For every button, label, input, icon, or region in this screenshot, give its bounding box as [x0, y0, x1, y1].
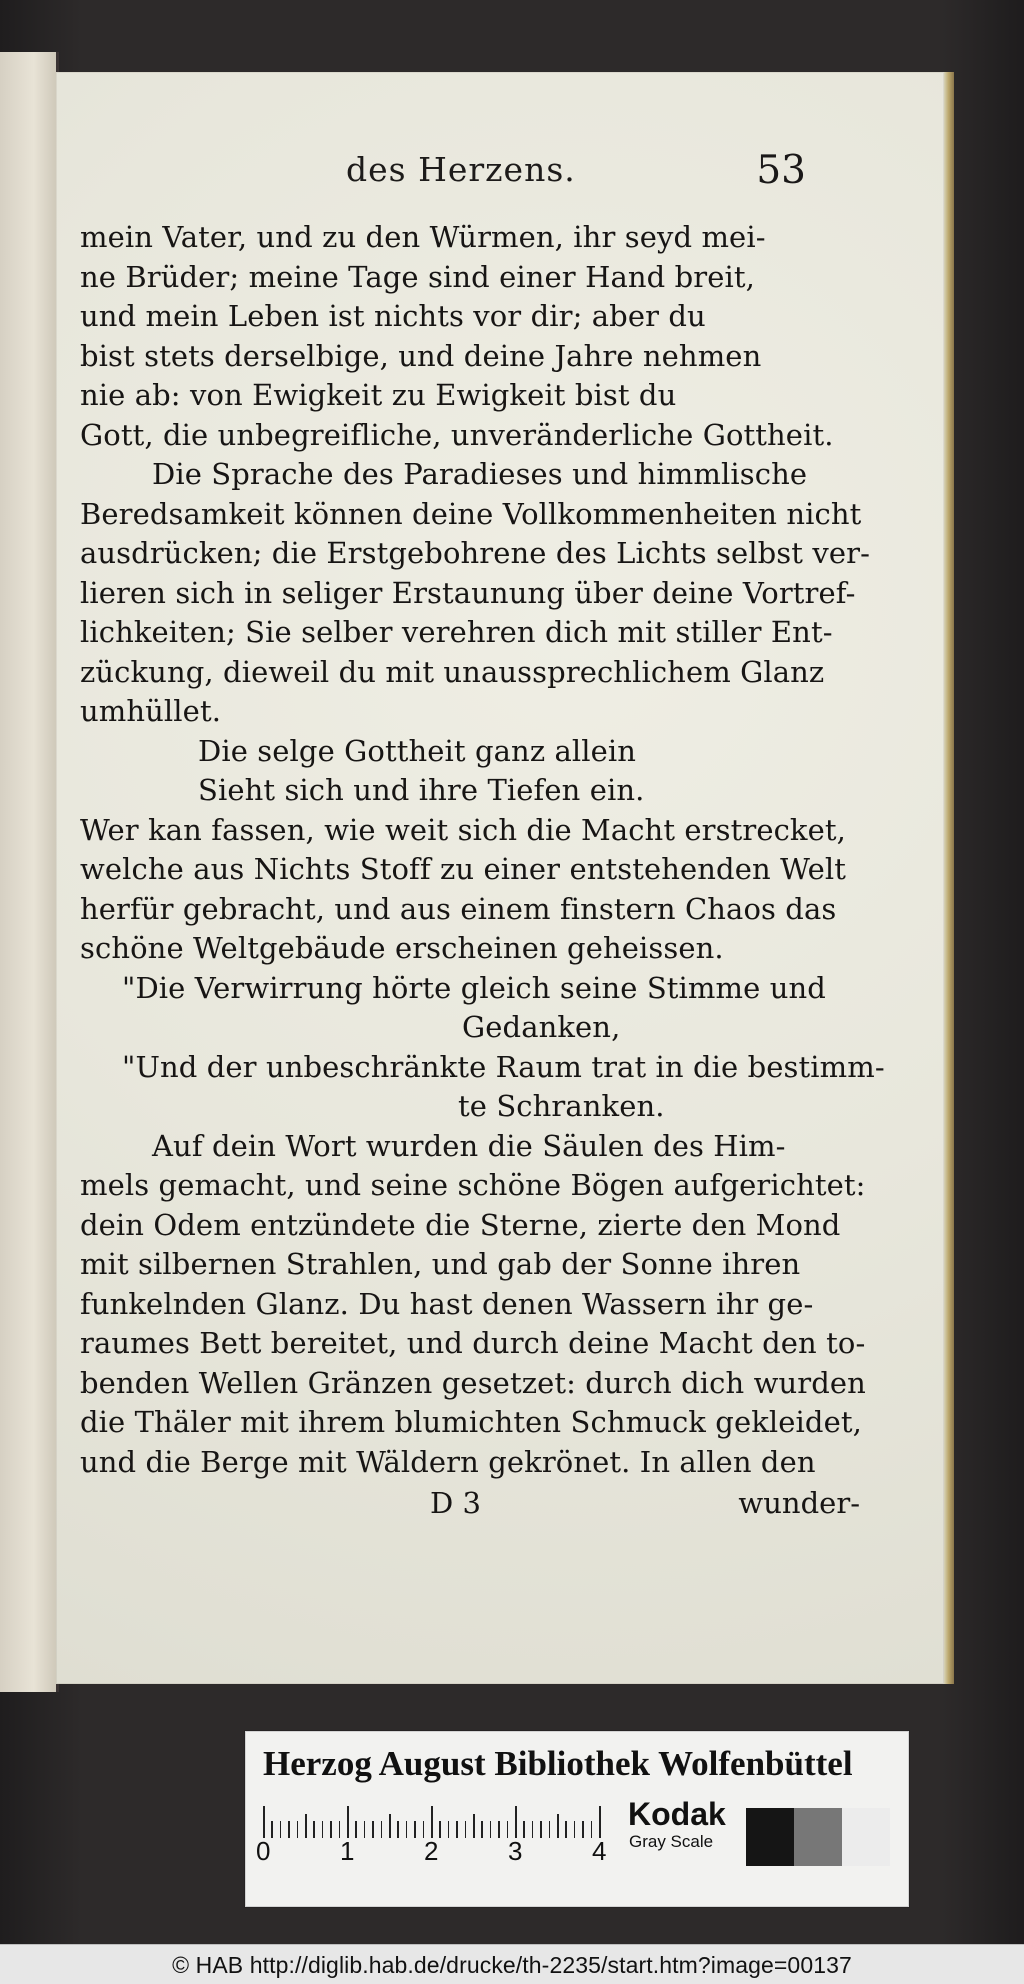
ruler-minor-tick — [465, 1821, 467, 1838]
page-foot — [80, 1486, 860, 1526]
ruler-minor-tick — [439, 1821, 441, 1838]
ruler-minor-tick — [389, 1814, 391, 1838]
ruler-minor-tick — [322, 1821, 324, 1838]
ruler-minor-tick — [372, 1821, 374, 1838]
ruler-minor-tick — [364, 1821, 366, 1838]
signature-mark: D 3 — [430, 1486, 481, 1520]
ruler-minor-tick — [498, 1821, 500, 1838]
ruler-number: 3 — [508, 1836, 523, 1866]
text-line: lichkeiten; Sie selber verehren dich mit stiller Ent- — [80, 615, 833, 649]
source-credit-bar: © HAB http://diglib.hab.de/drucke/th-2235/start.htm?image=00137 — [0, 1944, 1024, 1984]
kodak-brand: Kodak — [628, 1796, 726, 1832]
ruler-minor-tick — [313, 1821, 315, 1838]
ruler-minor-tick — [481, 1821, 483, 1838]
text-line: Gedanken, — [462, 1010, 621, 1044]
text-line: schöne Weltgebäude erscheinen geheissen. — [80, 931, 724, 965]
ruler-minor-tick — [297, 1821, 299, 1838]
ruler-minor-tick — [381, 1821, 383, 1838]
ruler-minor-tick — [549, 1821, 551, 1838]
library-name: Herzog August Bibliothek Wolfenbüttel — [263, 1744, 853, 1783]
ruler-minor-tick — [414, 1821, 416, 1838]
text-line: "Und der unbeschränkte Raum trat in die bestimm- — [122, 1049, 885, 1084]
measurement-ruler — [256, 1795, 618, 1867]
gray-swatch — [842, 1808, 890, 1866]
text-line: mein Vater, und zu den Würmen, ihr seyd mei- — [80, 220, 766, 254]
catchword: wunder- — [738, 1486, 860, 1520]
book-page — [56, 72, 944, 1684]
text-line: dein Odem entzündete die Sterne, zierte den Mond — [80, 1207, 841, 1242]
text-line: lieren sich in seliger Erstaunung über deine Vortref- — [80, 575, 856, 610]
text-line: Gott, die unbegreifliche, unveränderliche Gottheit. — [80, 417, 834, 452]
left-adjacent-page — [0, 52, 59, 1692]
text-line: Die selge Gottheit ganz allein — [198, 733, 637, 768]
ruler-number: 4 — [592, 1836, 607, 1866]
text-line: mit silbernen Strahlen, und gab der Sonne ihren — [80, 1247, 801, 1281]
text-line: mels gemacht, und seine schöne Bögen aufgerichtet: — [80, 1168, 866, 1202]
text-line: umhüllet. — [80, 694, 222, 728]
ruler-major-tick — [263, 1806, 265, 1838]
ruler-minor-tick — [557, 1814, 559, 1838]
ruler-minor-tick — [490, 1821, 492, 1838]
text-line: benden Wellen Gränzen gesetzet: durch dich wurden — [80, 1365, 866, 1400]
ruler-number: 2 — [424, 1836, 439, 1866]
ruler-minor-tick — [565, 1821, 567, 1838]
ruler-minor-tick — [330, 1821, 332, 1838]
text-line: Beredsamkeit können deine Vollkommenheiten nicht — [80, 496, 862, 531]
main-text — [80, 218, 885, 1482]
ruler-major-tick — [431, 1806, 433, 1838]
text-line: ausdrücken; die Erstgebohrene des Lichts selbst ver- — [80, 536, 870, 570]
text-line: die Thäler mit ihrem blumichten Schmuck gekleidet, — [80, 1405, 862, 1439]
gray-scale-label: Gray Scale — [629, 1832, 714, 1851]
ruler-minor-tick — [540, 1821, 542, 1838]
text-line: welche aus Nichts Stoff zu einer entstehenden Welt — [80, 852, 847, 886]
page-number: 53 — [756, 148, 806, 193]
ruler-minor-tick — [397, 1821, 399, 1838]
text-line: te Schranken. — [458, 1089, 665, 1123]
text-line: Die Sprache des Paradieses und himmlische — [152, 457, 808, 491]
text-line: ne Brüder; meine Tage sind einer Hand breit, — [80, 259, 755, 294]
ruler-minor-tick — [406, 1821, 408, 1838]
ruler-minor-tick — [355, 1821, 357, 1838]
text-line: und die Berge mit Wäldern gekrönet. In allen den — [80, 1444, 816, 1479]
text-line: und mein Leben ist nichts vor dir; aber du — [80, 299, 706, 333]
running-head: des Herzens. — [346, 150, 576, 189]
kodak-logo — [628, 1796, 750, 1857]
ruler-minor-tick — [271, 1821, 273, 1838]
text-line: bist stets derselbige, und deine Jahre nehmen — [80, 338, 762, 373]
ruler-major-tick — [599, 1806, 601, 1838]
text-line: Auf dein Wort wurden die Säulen des Him- — [152, 1128, 786, 1163]
gray-scale-swatches — [746, 1808, 891, 1866]
gray-swatch — [794, 1808, 842, 1866]
gray-swatch — [746, 1808, 794, 1866]
ruler-minor-tick — [574, 1821, 576, 1838]
text-line: funkelnden Glanz. Du hast denen Wassern ihr ge- — [80, 1286, 814, 1321]
text-line: nie ab: von Ewigkeit zu Ewigkeit bist du — [80, 378, 677, 412]
ruler-minor-tick — [280, 1821, 282, 1838]
ruler-minor-tick — [288, 1821, 290, 1838]
ruler-number: 1 — [340, 1836, 355, 1866]
ruler-number: 0 — [256, 1836, 271, 1866]
text-line: zückung, dieweil du mit unaussprechlichem Glanz — [80, 654, 825, 689]
ruler-minor-tick — [448, 1821, 450, 1838]
ruler-minor-tick — [582, 1821, 584, 1838]
library-color-card — [245, 1731, 909, 1907]
text-line: raumes Bett bereitet, und durch deine Macht den to- — [80, 1326, 866, 1360]
ruler-minor-tick — [456, 1821, 458, 1838]
text-line: Sieht sich und ihre Tiefen ein. — [198, 773, 645, 807]
ruler-major-tick — [515, 1806, 517, 1838]
text-line: Wer kan fassen, wie weit sich die Macht erstrecket, — [80, 812, 846, 847]
ruler-minor-tick — [532, 1821, 534, 1838]
ruler-major-tick — [347, 1806, 349, 1838]
ruler-minor-tick — [305, 1814, 307, 1838]
ruler-minor-tick — [523, 1821, 525, 1838]
ruler-minor-tick — [473, 1814, 475, 1838]
text-line: "Die Verwirrung hörte gleich seine Stimme und — [122, 970, 826, 1005]
text-line: herfür gebracht, und aus einem finstern Chaos das — [80, 891, 837, 926]
